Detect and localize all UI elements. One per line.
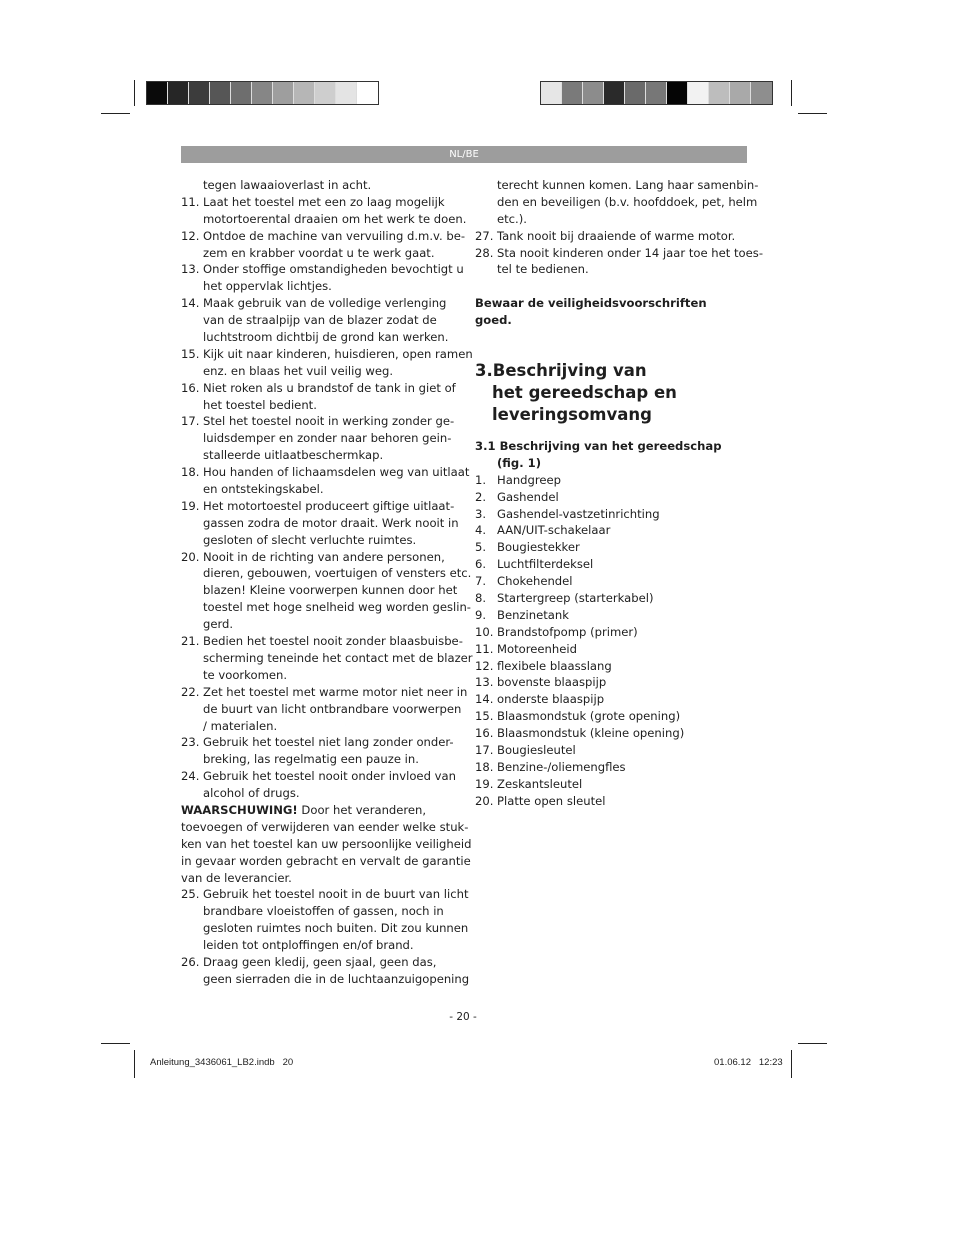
subsection-heading-line: 3.1 Beschrijving van het gereedschap <box>475 439 722 454</box>
part-label: Startergreep (starterkabel) <box>497 591 654 606</box>
list-item-text: alcohol of drugs. <box>203 786 300 801</box>
part-number: 8. <box>475 591 487 606</box>
part-item <box>475 472 755 489</box>
part-label: onderste blaaspijp <box>497 692 605 707</box>
list-item-text: Zet het toestel met warme motor niet neer in <box>203 684 468 699</box>
part-label: flexibele blaasslang <box>497 658 612 673</box>
part-number: 17. <box>475 743 494 758</box>
language-header-bar <box>181 146 747 163</box>
part-item <box>475 506 755 523</box>
list-item-number: 27. <box>475 228 494 243</box>
subsection-heading <box>475 438 755 472</box>
part-label: Zeskantsleutel <box>497 776 583 791</box>
list-item <box>181 413 461 464</box>
parts-list <box>475 472 755 810</box>
part-label: Blaasmondstuk (kleine opening) <box>497 726 685 741</box>
part-number: 5. <box>475 540 487 555</box>
color-swatch <box>357 82 378 104</box>
color-swatch <box>709 82 730 104</box>
color-swatch <box>231 82 252 104</box>
color-swatch <box>667 82 688 104</box>
part-label: Luchtfilterdeksel <box>497 557 594 572</box>
list-item-number: 14. <box>181 296 200 311</box>
list-item-text: breking, las regelmatig een pauze in. <box>203 752 419 767</box>
part-number: 14. <box>475 692 494 707</box>
continuation-text: den en beveiligen (b.v. hoofddoek, pet, helm <box>497 194 758 209</box>
part-label: Handgreep <box>497 472 562 487</box>
part-label: Platte open sleutel <box>497 793 606 808</box>
list-item-text: Hou handen of lichaamsdelen weg van uitlaat <box>203 465 470 480</box>
list-item-text: Sta nooit kinderen onder 14 jaar toe het toes- <box>497 245 764 260</box>
part-number: 13. <box>475 675 494 690</box>
continuation-text: terecht kunnen komen. Lang haar samenbin- <box>497 178 759 192</box>
crop-mark <box>798 1043 827 1044</box>
footer-filename: Anleitung_3436061_LB2.indb 20 <box>150 1057 294 1068</box>
warning-line <box>181 802 461 819</box>
color-swatch <box>751 82 772 104</box>
section-heading-line: leveringsomvang <box>492 405 652 425</box>
list-item-text: het toestel bedient. <box>203 397 317 412</box>
part-label: Benzine-/oliemengfles <box>497 759 626 774</box>
part-label: Gashendel-vastzetinrichting <box>497 506 660 521</box>
part-number: 10. <box>475 624 494 639</box>
list-item-text: scherming teneinde het contact met de blazer <box>203 650 473 665</box>
color-swatch <box>315 82 336 104</box>
list-item-number: 17. <box>181 414 200 429</box>
list-item-text: Onder stoffige omstandigheden bevochtigt u <box>203 262 464 277</box>
part-number: 12. <box>475 658 494 673</box>
list-item-text: en ontstekingskabel. <box>203 482 324 497</box>
section-heading-line: 3.Beschrijving van <box>475 361 647 381</box>
continuation-text: tegen lawaaioverlast in acht. <box>203 178 372 192</box>
list-item-text: Niet roken als u brandstof de tank in giet of <box>203 380 456 395</box>
section-heading-line: het gereedschap en <box>492 383 677 403</box>
list-item-text: dieren, gebouwen, voertuigen of vensters etc. <box>203 566 472 581</box>
subsection-heading-line: (fig. 1) <box>497 455 541 470</box>
left-column <box>181 177 473 988</box>
part-item <box>475 691 755 708</box>
list-item-text: leiden tot ontploffingen en/of brand. <box>203 938 414 953</box>
list-item <box>181 549 472 633</box>
list-item <box>181 633 473 684</box>
warning-text: toevoegen of verwijderen van eender welke stuk- <box>181 819 469 834</box>
list-item <box>181 228 466 262</box>
warning-text: ken van het toestel kan uw persoonlijke veiligheid <box>181 836 472 851</box>
list-item-text: motortoerental draaien om het werk te doen. <box>203 211 467 226</box>
part-item <box>475 759 755 776</box>
list-item <box>181 464 470 498</box>
color-swatch <box>583 82 604 104</box>
right-column <box>475 177 764 810</box>
list-item-text: de buurt van licht ontbrandbare voorwerpen <box>203 701 462 716</box>
crop-mark <box>791 80 792 106</box>
part-label: bovenste blaaspijp <box>497 675 607 690</box>
part-number: 11. <box>475 641 494 656</box>
list-item-text: Tank nooit bij draaiende of warme motor. <box>497 228 736 243</box>
part-number: 3. <box>475 506 487 521</box>
warning-text: in gevaar worden gebracht en vervalt de garantie <box>181 853 471 868</box>
list-item <box>181 684 468 735</box>
list-item-text: gesloten ruimtes noch buiten. Dit zou kunnen <box>203 921 469 936</box>
list-item-text: gerd. <box>203 617 234 632</box>
list-item <box>181 886 469 954</box>
color-swatch <box>336 82 357 104</box>
list-item <box>475 228 755 245</box>
part-number: 18. <box>475 759 494 774</box>
color-swatch <box>168 82 189 104</box>
list-item <box>181 734 461 768</box>
list-item-number: 24. <box>181 769 200 784</box>
list-item-number: 23. <box>181 735 200 750</box>
list-item-text: het oppervlak lichtjes. <box>203 279 332 294</box>
list-item <box>181 261 464 295</box>
list-item-text: luchtstroom dichtbij de grond kan werken. <box>203 330 449 345</box>
color-swatch <box>688 82 709 104</box>
part-number: 7. <box>475 574 487 589</box>
part-number: 15. <box>475 709 494 724</box>
part-item <box>475 641 755 658</box>
list-item-text: Gebruik het toestel niet lang zonder onder- <box>203 735 454 750</box>
part-number: 1. <box>475 472 487 487</box>
list-item <box>181 768 461 802</box>
crop-mark <box>101 1043 130 1044</box>
list-item <box>181 295 461 346</box>
color-swatch <box>210 82 231 104</box>
color-swatch <box>273 82 294 104</box>
list-item-text: geen sierraden die in de luchtaanzuigopening <box>203 971 470 986</box>
part-item <box>475 573 755 590</box>
part-item <box>475 725 755 742</box>
color-swatch <box>646 82 667 104</box>
crop-mark <box>798 113 827 114</box>
warning-text: Door het veranderen, <box>297 802 427 817</box>
part-item <box>475 742 755 759</box>
list-item-text: Gebruik het toestel nooit in de buurt van licht <box>203 887 469 902</box>
list-item-text: tel te bedienen. <box>497 262 589 277</box>
section-heading <box>475 360 755 426</box>
part-item <box>475 708 755 725</box>
list-item-number: 26. <box>181 954 200 969</box>
list-item-text: Bedien het toestel nooit zonder blaasbuisbe- <box>203 634 463 649</box>
list-item-text: enz. en blaas het vuil veilig weg. <box>203 363 394 378</box>
part-number: 4. <box>475 523 487 538</box>
part-number: 6. <box>475 557 487 572</box>
crop-mark <box>134 1050 135 1078</box>
keep-instructions-note: goed. <box>475 313 512 328</box>
continuation-text: etc.). <box>497 211 527 226</box>
part-item <box>475 607 755 624</box>
list-item-text: Maak gebruik van de volledige verlenging <box>203 296 447 311</box>
color-swatch <box>294 82 315 104</box>
list-item <box>181 194 467 228</box>
list-item-text: te voorkomen. <box>203 667 288 682</box>
crop-mark <box>791 1050 792 1078</box>
part-label: Bougiesleutel <box>497 743 576 758</box>
list-item <box>181 346 473 380</box>
list-item-text: Kijk uit naar kinderen, huisdieren, open ramen <box>203 346 473 361</box>
part-item <box>475 793 755 810</box>
part-item <box>475 658 755 675</box>
color-swatch <box>730 82 751 104</box>
color-swatch <box>625 82 646 104</box>
list-item-number: 20. <box>181 549 200 564</box>
color-calibration-bar-right <box>540 81 773 105</box>
list-item-text: zem en krabber voordat u te werk gaat. <box>203 245 435 260</box>
part-label: AAN/UIT-schakelaar <box>497 523 611 538</box>
part-number: 16. <box>475 726 494 741</box>
list-item-text: Draag geen kledij, geen sjaal, geen das, <box>203 954 437 969</box>
footer-datetime: 01.06.12 12:23 <box>714 1057 783 1068</box>
list-item-text: van de straalpijp van de blazer zodat de <box>203 313 437 328</box>
list-item-number: 21. <box>181 634 200 649</box>
list-item-text: gassen zodra de motor draait. Werk nooit in <box>203 515 459 530</box>
list-item-number: 16. <box>181 380 200 395</box>
keep-instructions-note: Bewaar de veiligheidsvoorschriften <box>475 296 707 311</box>
crop-mark <box>101 113 130 114</box>
list-item-text: Laat het toestel met een zo laag mogelijk <box>203 194 445 209</box>
list-item-text: toestel met hoge snelheid weg worden geslin- <box>203 600 471 615</box>
part-item <box>475 776 755 793</box>
part-label: Motoreenheid <box>497 641 577 656</box>
color-swatch <box>189 82 210 104</box>
list-item-number: 19. <box>181 498 200 513</box>
part-label: Chokehendel <box>497 574 573 589</box>
list-item-text: Nooit in de richting van andere personen, <box>203 549 445 564</box>
page-number: - 20 - <box>449 1011 477 1023</box>
part-item <box>475 539 755 556</box>
warning-text: van de leverancier. <box>181 870 292 885</box>
list-item-number: 25. <box>181 887 200 902</box>
part-item <box>475 674 755 691</box>
list-item-text: stalleerde uitlaatbeschermkap. <box>203 448 384 463</box>
part-label: Brandstofpomp (primer) <box>497 624 638 639</box>
language-label: NL/BE <box>449 149 479 160</box>
list-item <box>181 380 461 414</box>
list-item <box>181 954 470 988</box>
part-label: Blaasmondstuk (grote opening) <box>497 709 681 724</box>
color-swatch <box>147 82 168 104</box>
list-item-text: Ontdoe de machine van vervuiling d.m.v. be- <box>203 228 466 243</box>
list-item-text: / materialen. <box>203 718 278 733</box>
part-number: 2. <box>475 489 487 504</box>
color-swatch <box>604 82 625 104</box>
part-item <box>475 556 755 573</box>
list-item-number: 22. <box>181 684 200 699</box>
part-item <box>475 489 755 506</box>
list-item-text: brandbare vloeistoffen of gassen, noch in <box>203 904 444 919</box>
list-item-text: Stel het toestel nooit in werking zonder ge- <box>203 414 455 429</box>
list-item-number: 18. <box>181 465 200 480</box>
list-item-number: 15. <box>181 346 200 361</box>
list-item-text: Het motortoestel produceert giftige uitlaat- <box>203 498 455 513</box>
crop-mark <box>134 80 135 106</box>
list-item-number: 11. <box>181 194 200 209</box>
part-item <box>475 590 755 607</box>
list-item-number: 12. <box>181 228 200 243</box>
part-label: Benzinetank <box>497 607 569 622</box>
list-item-number: 13. <box>181 262 200 277</box>
list-item-number: 28. <box>475 245 494 260</box>
part-item <box>475 624 755 641</box>
color-swatch <box>562 82 583 104</box>
color-calibration-bar-left <box>146 81 379 105</box>
color-swatch <box>252 82 273 104</box>
part-number: 9. <box>475 607 487 622</box>
list-item-text: blazen! Kleine voorwerpen kunnen door het <box>203 583 458 598</box>
list-item-text: luidsdemper en zonder naar behoren gein- <box>203 431 452 446</box>
color-swatch <box>541 82 562 104</box>
warning-label: WAARSCHUWING! <box>181 802 298 817</box>
part-label: Gashendel <box>497 489 559 504</box>
part-item <box>475 522 755 539</box>
list-item-text: gesloten of slecht verluchte ruimtes. <box>203 532 417 547</box>
list-item <box>475 245 764 279</box>
part-number: 19. <box>475 776 494 791</box>
list-item-text: Gebruik het toestel nooit onder invloed van <box>203 769 456 784</box>
list-item <box>181 498 461 549</box>
part-label: Bougiestekker <box>497 540 580 555</box>
part-number: 20. <box>475 793 494 808</box>
